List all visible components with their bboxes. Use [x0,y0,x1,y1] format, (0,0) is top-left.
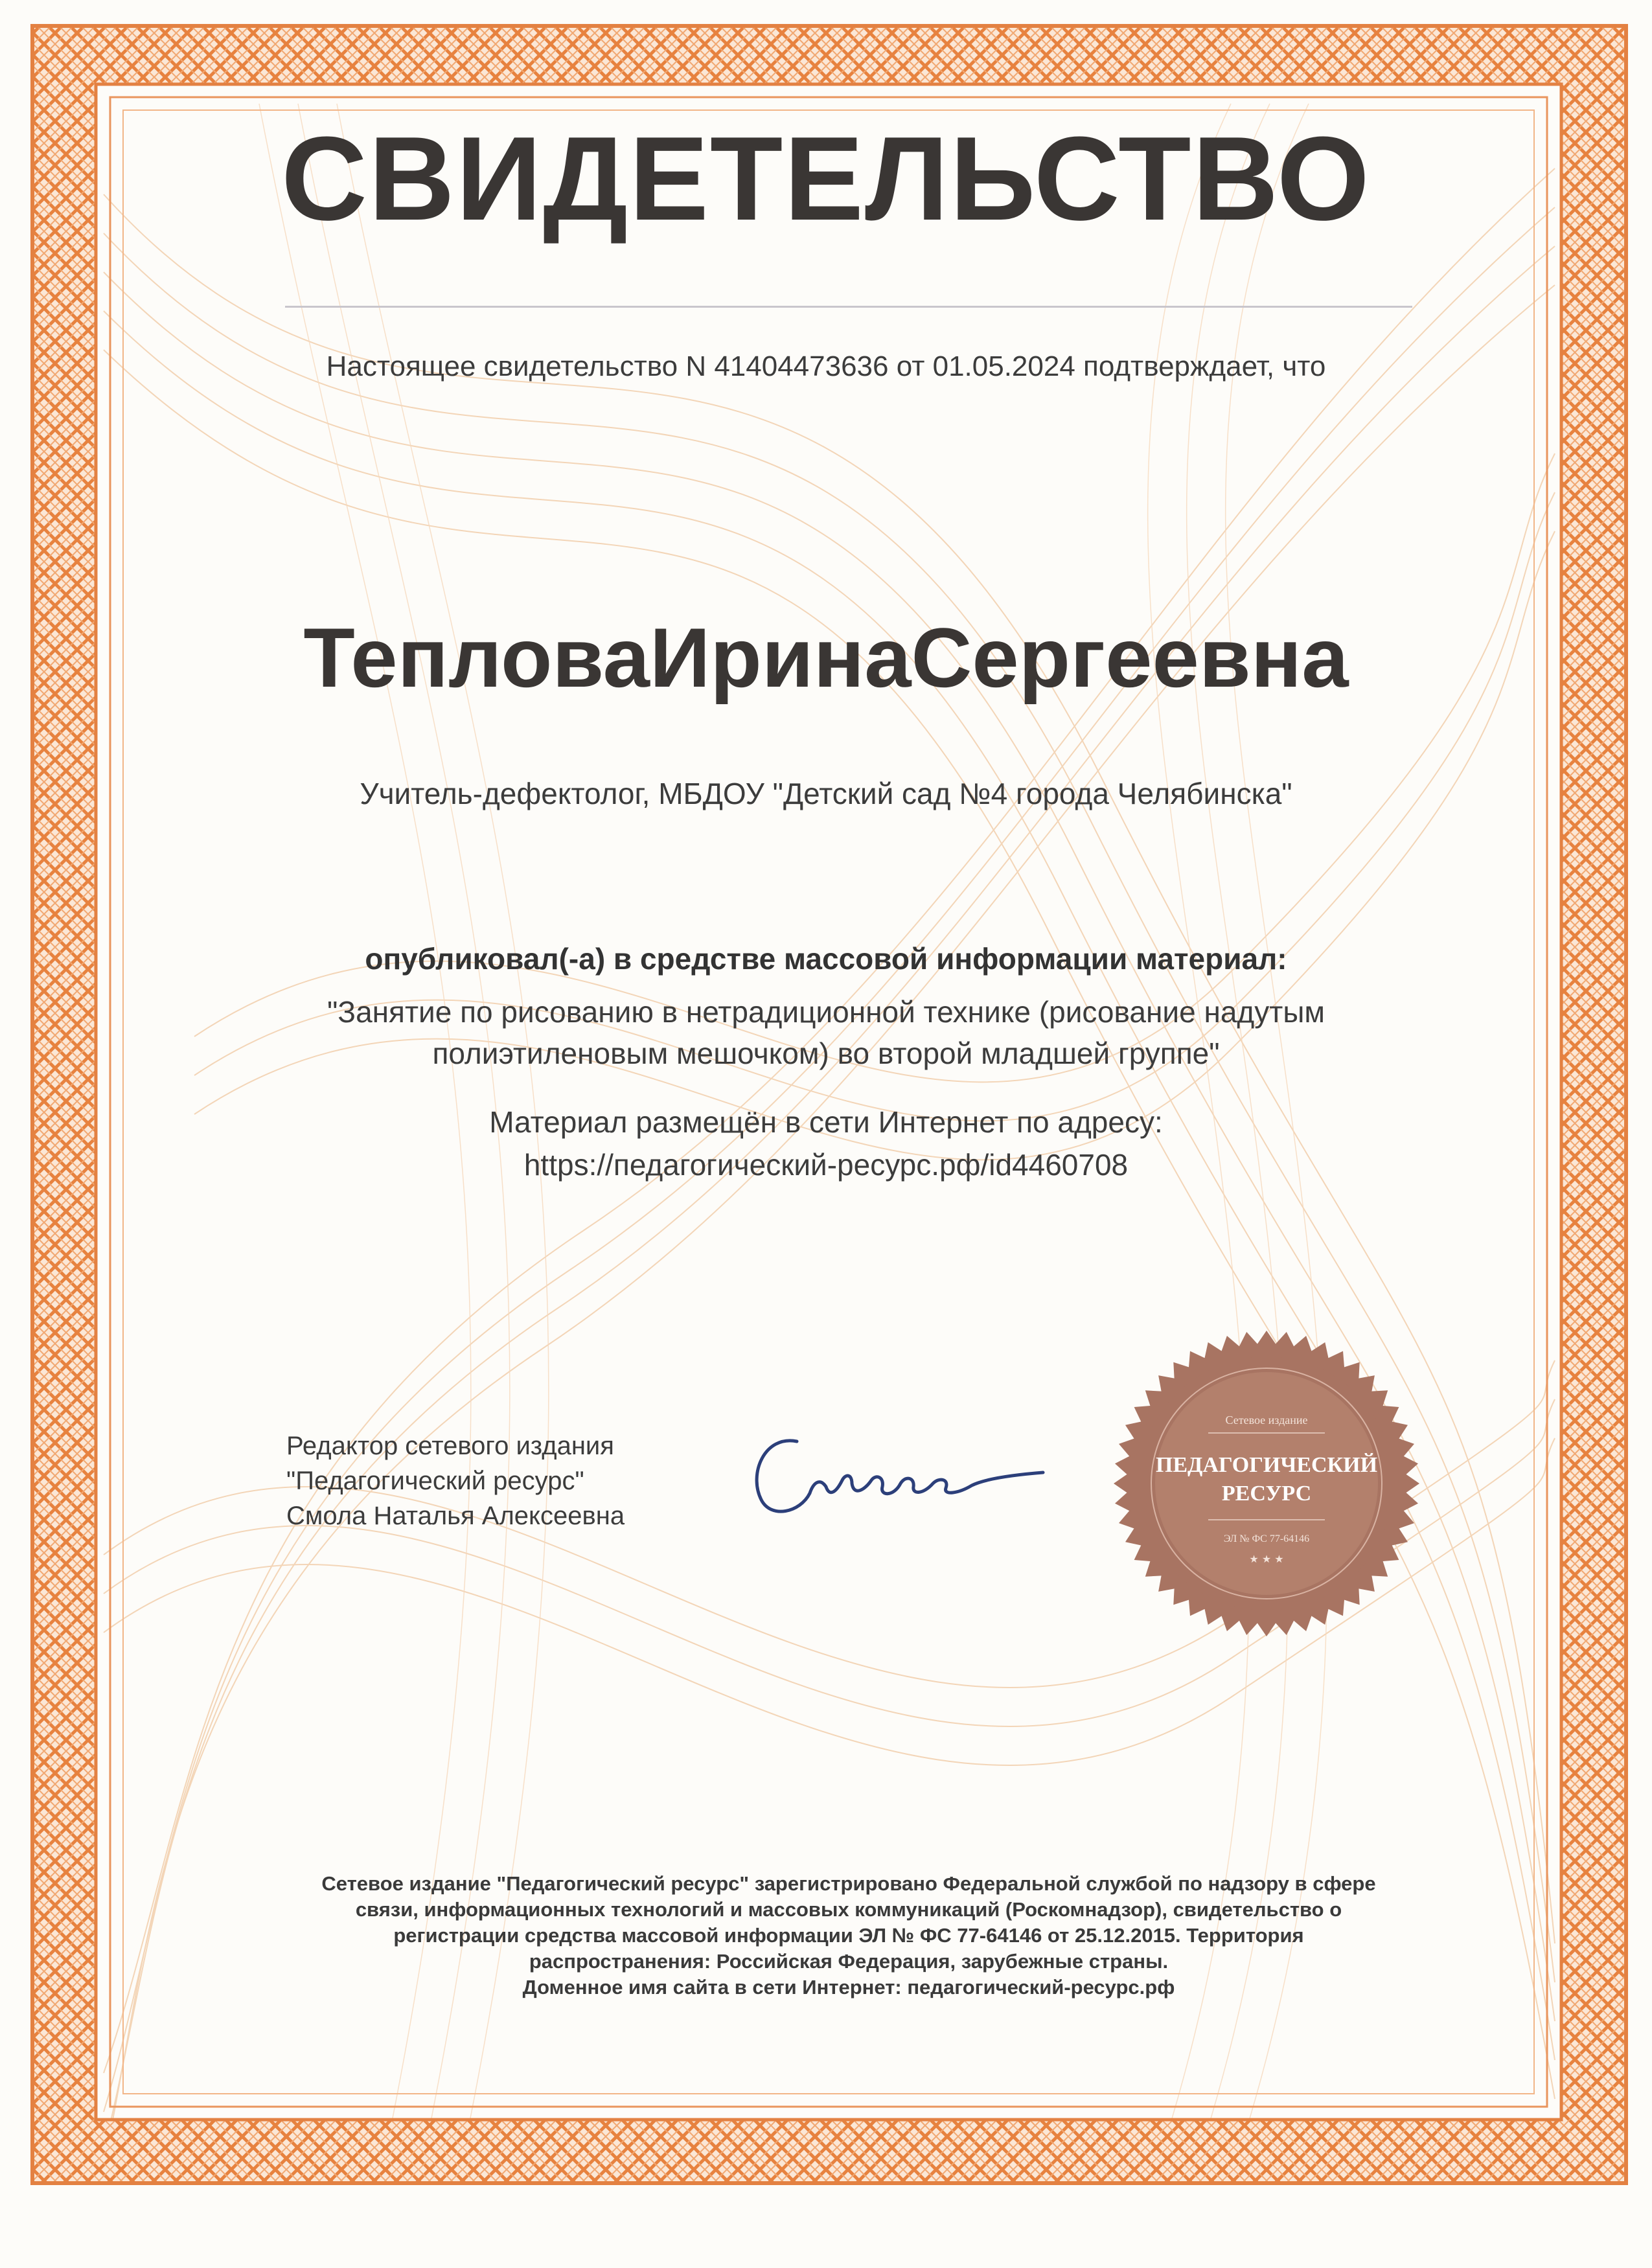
material-url: https://педагогический-ресурс.рф/id4460708 [523,1148,1129,1182]
publisher-seal [1111,1328,1422,1639]
footer-line5: Доменное имя сайта в сети Интернет: педагогический-ресурс.рф [522,1976,1175,1999]
editor-signature [739,1415,1062,1532]
footer-line1: Сетевое издание "Педагогический ресурс" зарегистрировано Федеральной службой по надзору в сфере [321,1872,1376,1895]
editor-line2: "Педагогический ресурс" [286,1467,584,1495]
published-label: опубликовал(-а) в средстве массовой информации материал: [365,942,1287,976]
footer-line4: распространения: Российская Федерация, зарубежные страны. [529,1950,1169,1973]
material-title [194,991,1458,1074]
certificate-number-line: Настоящее свидетельство N 41404473636 от 01.05.2024 подтверждает, что [326,350,1326,382]
seal-main-line1: ПЕДАГОГИЧЕСКИЙ [1155,1453,1378,1477]
recipient-name: ТепловаИринаСергеевна [303,610,1349,705]
editor-line3: Смола Наталья Алексеевна [286,1502,625,1530]
recipient-position: Учитель-дефектолог, МБДОУ "Детский сад №4 города Челябинска" [360,777,1292,810]
seal-main-line2: РЕСУРС [1221,1482,1312,1506]
placed-label: Материал размещён в сети Интернет по адресу: [489,1105,1163,1139]
registration-footer [279,1871,1419,2000]
certificate-title: СВИДЕТЕЛЬСТВО [281,111,1371,245]
title-divider [285,306,1412,308]
editor-block [286,1428,740,1533]
editor-line1: Редактор сетевого издания [286,1432,614,1460]
material-title-line2: полиэтиленовым мешочком) во второй младшей группе" [432,1037,1220,1070]
footer-line3: регистрации средства массовой информации ЭЛ № ФС 77-64146 от 25.12.2015. Территория [393,1924,1304,1947]
seal-top-text: Сетевое издание [1225,1414,1308,1426]
material-title-line1: "Занятие по рисованию в нетрадиционной технике (рисование надутым [327,995,1325,1029]
seal-reg-text: ЭЛ № ФС 77-64146 [1223,1533,1310,1544]
seal-stars: ★ ★ ★ [1249,1553,1284,1565]
footer-line2: связи, информационных технологий и массовых коммуникаций (Роскомнадзор), свидетельство о [355,1898,1342,1921]
